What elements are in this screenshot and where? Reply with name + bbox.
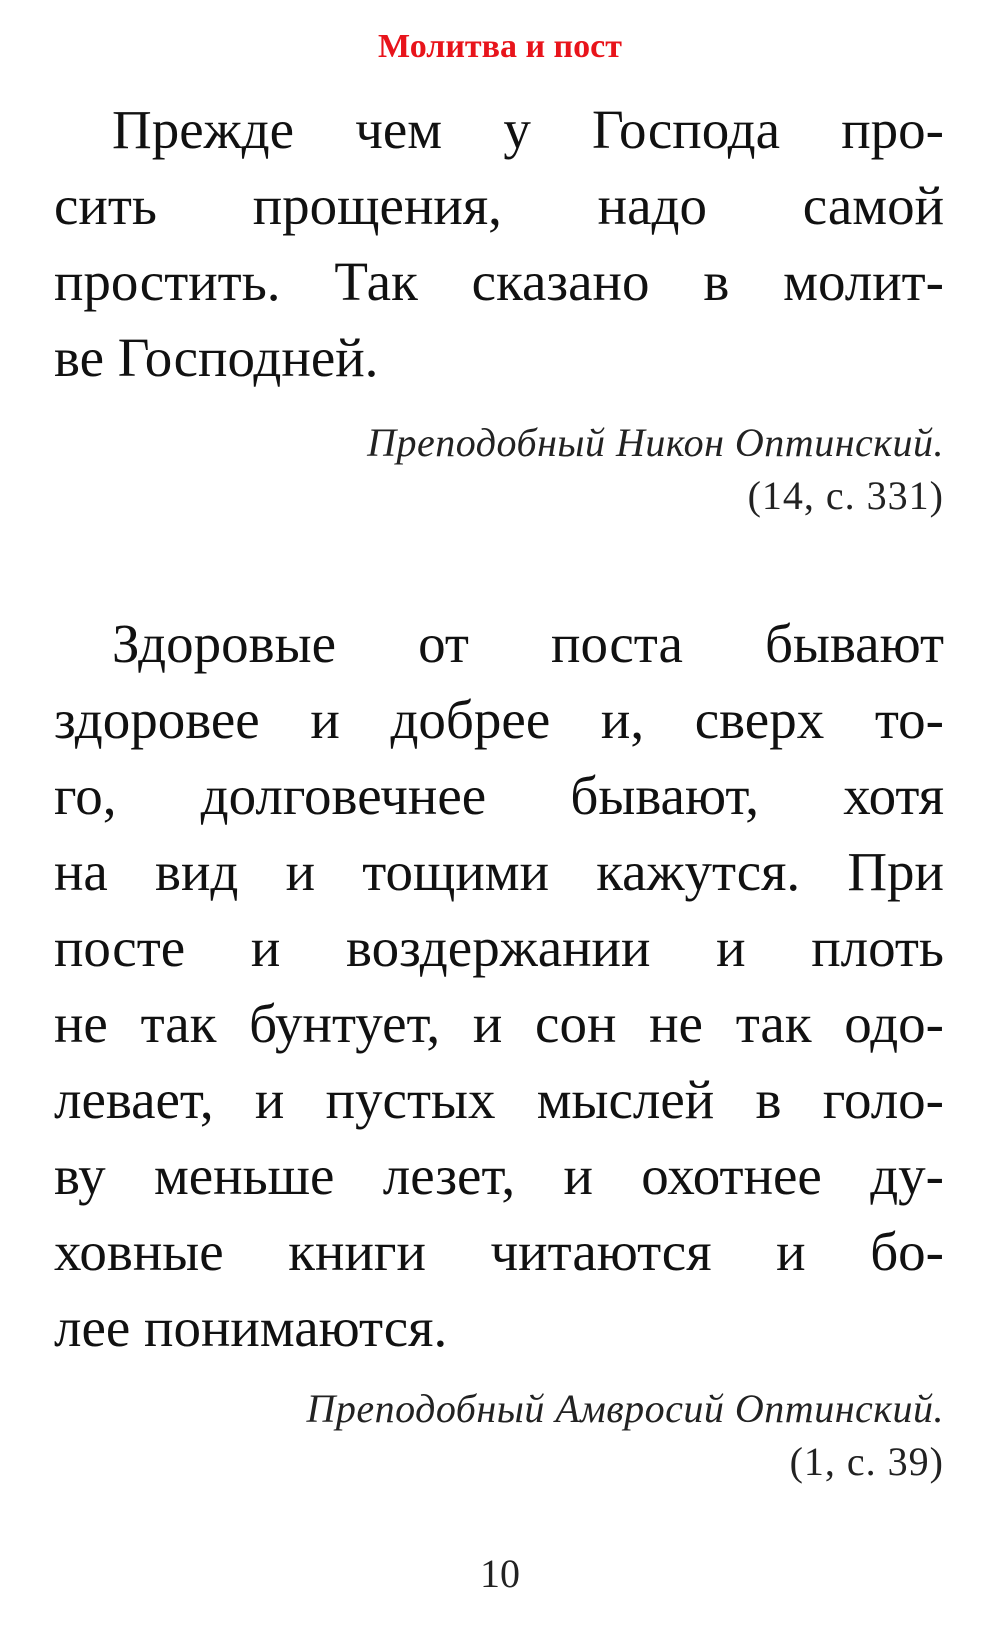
page-number: 10 [480, 1551, 520, 1596]
text-line: не так бунтует, и сон не так одо- [54, 993, 944, 1054]
text-line: лее понимаются. [54, 1297, 448, 1358]
text-line: го, долговечнее бывают, хотя [54, 765, 944, 826]
text-line: посте и воздержании и плоть [54, 917, 944, 978]
text-line: простить. Так сказано в молит- [54, 251, 944, 312]
text-line: Здоровые от поста бывают [112, 613, 944, 674]
text-line: ховные книги читаются и бо- [54, 1221, 944, 1282]
text-line: ве Господней. [54, 327, 379, 388]
quote-attribution: Преподобный Никон Оптинский. [367, 420, 944, 465]
text-line: Прежде чем у Господа про- [112, 99, 944, 160]
quote-reference: (1, с. 39) [789, 1439, 944, 1484]
quote-reference: (14, с. 331) [747, 473, 944, 518]
quote-attribution: Преподобный Амвросий Оптинский. [306, 1386, 944, 1431]
text-line: на вид и тощими кажутся. При [54, 841, 944, 902]
text-line: сить прощения, надо самой [54, 175, 944, 236]
quote-passage-1 [54, 92, 944, 524]
quote-passage-2 [54, 606, 944, 1490]
text-line: ву меньше лезет, и охотнее ду- [54, 1145, 944, 1206]
text-line: левает, и пустых мыслей в голо- [54, 1069, 944, 1130]
running-head: Молитва и пост [378, 28, 622, 65]
text-line: здоровее и добрее и, сверх то- [54, 689, 944, 750]
